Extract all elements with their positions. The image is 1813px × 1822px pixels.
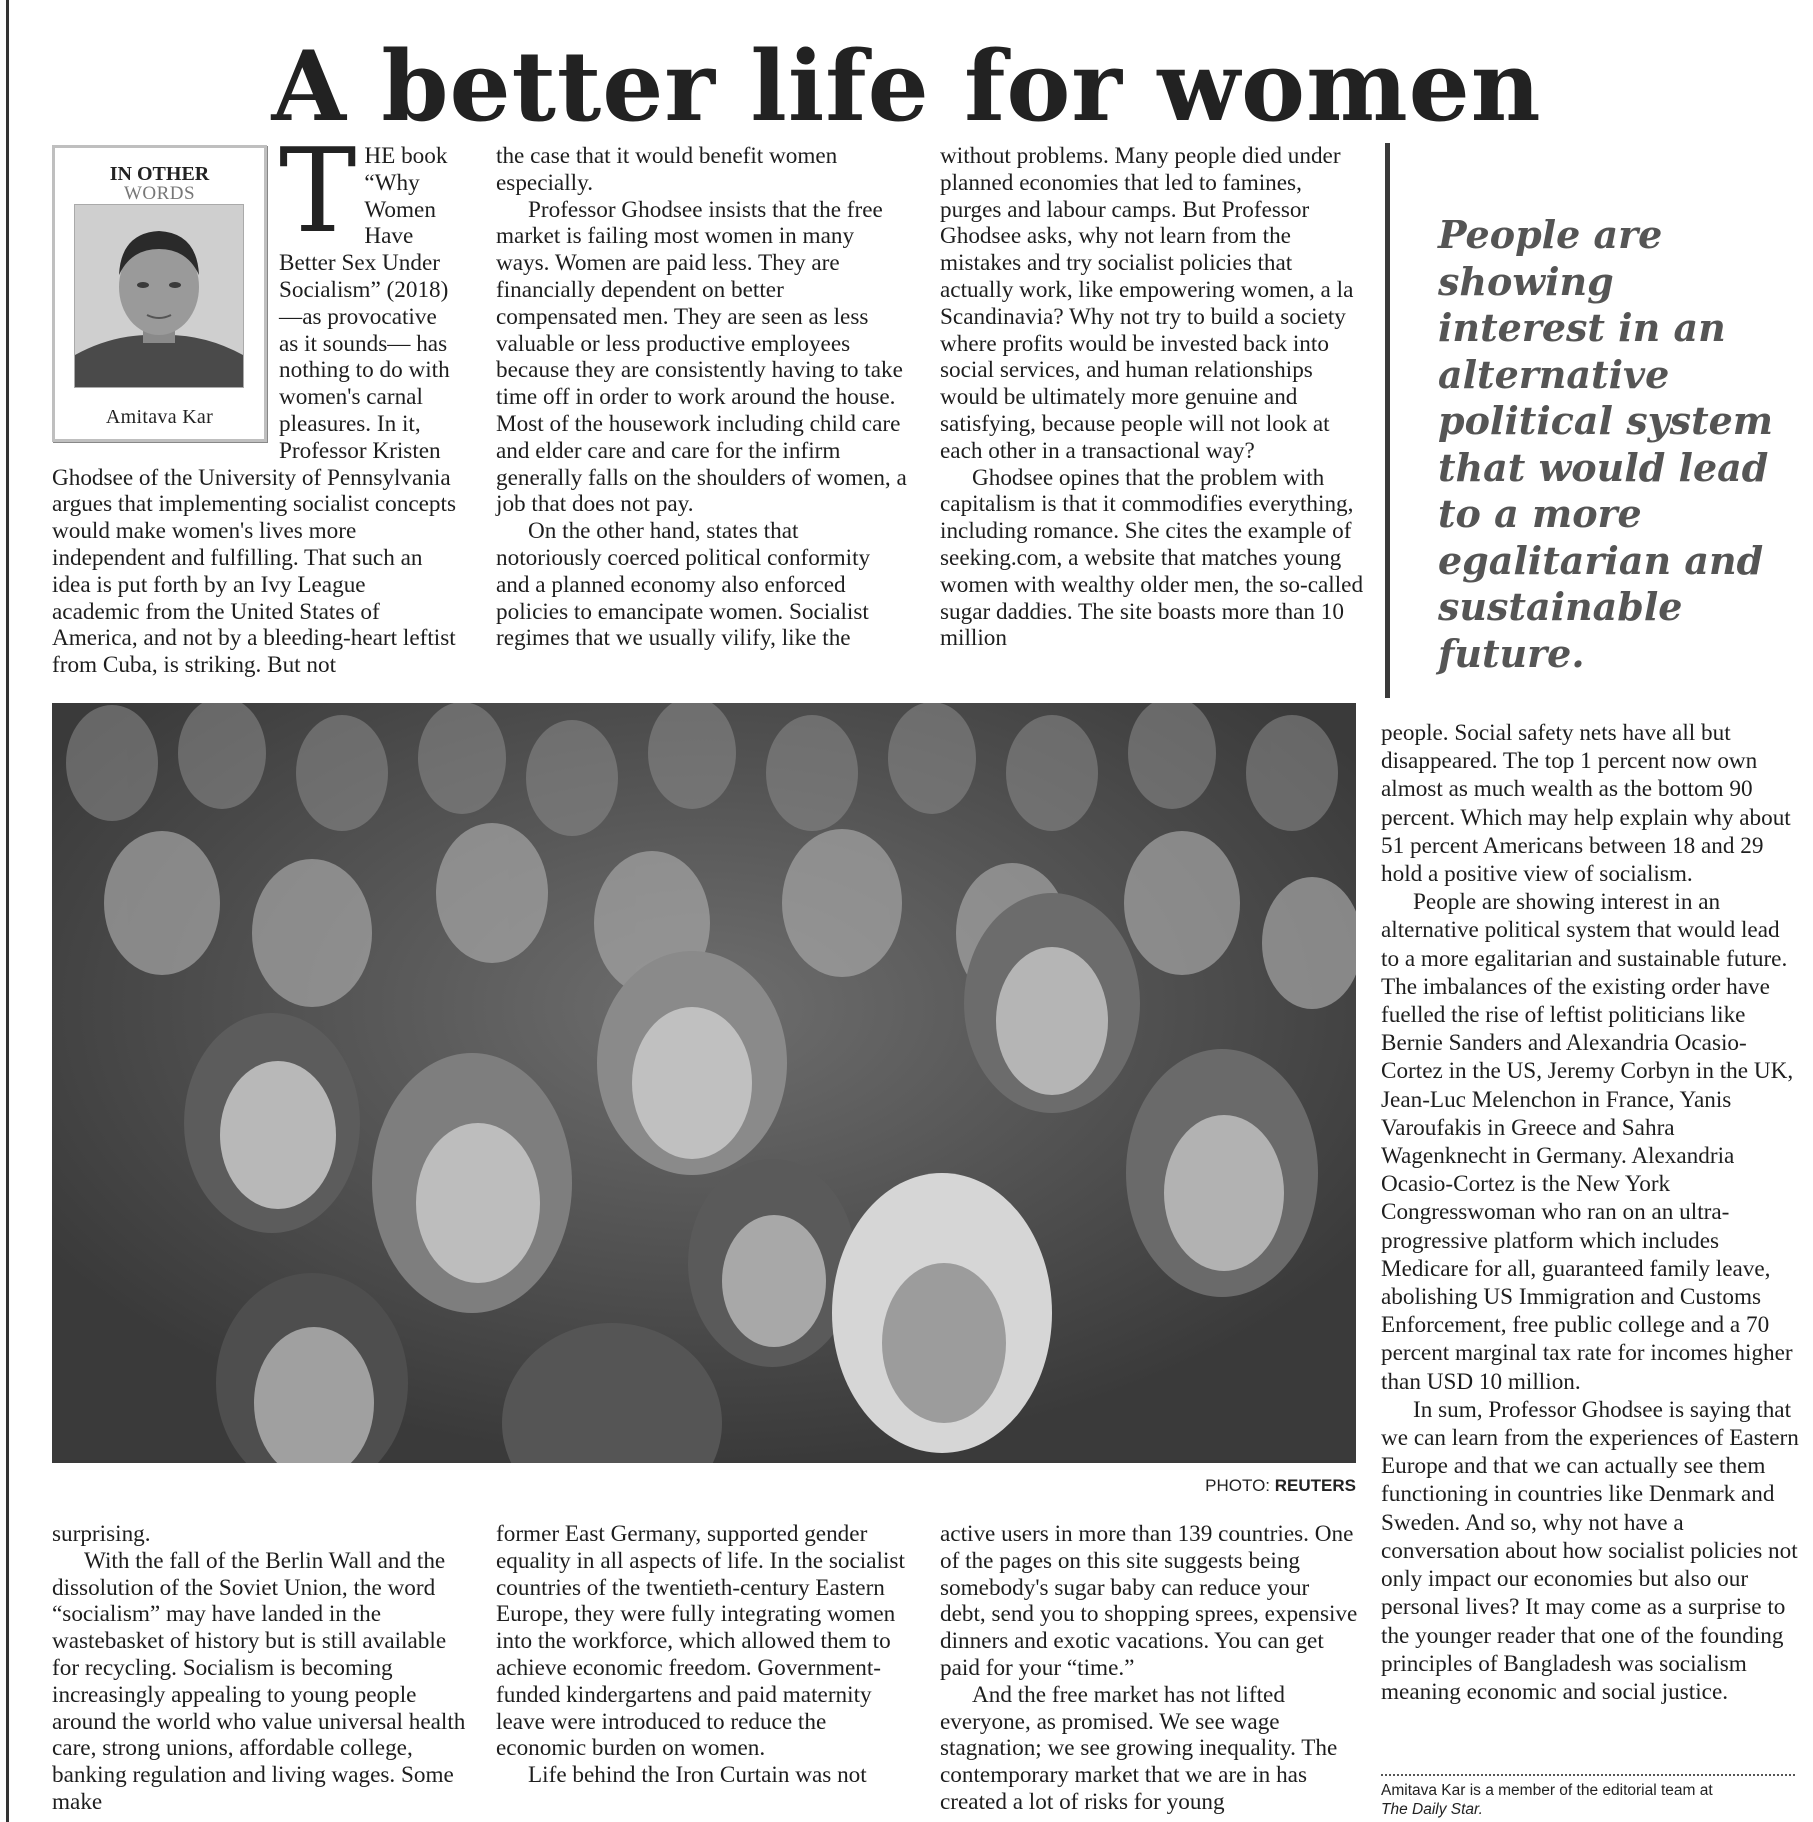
pullquote-rule [1385,143,1390,698]
paragraph: People are showing interest in an alternative political system that would lead to a more egalitarian and sustainable future. The imbalances of the existing order have fuelled the rise of leftist politicians like Bernie Sanders and Alexandria Ocasio-Cortez in the US, Jeremy Corbyn in the UK, Jean-Luc Melenchon in France, Yanis Varoufakis in Greece and Sahra Wagenknecht in Germany. Alexandria Ocasio-Cortez is the New York Congresswoman who ran on an ultra-progressive platform which includes Medicare for all, guaranteed family leave, abolishing US Immigration and Customs Enforcement, free public college and a 70 percent marginal tax rate for incomes higher than USD 10 million. [1381,889,1794,1395]
photo-credit-source: REUTERS [1274,1476,1356,1495]
paragraph: Professor Ghodsee insists that the free market is failing most women in many ways. Women are paid less. They are financially dependent on better compensated men. They are seen as less valuable or less productive employees because they are consistently having to take time off in order to work around the house. Most of the housework including child care and elder care and care for the infirm generally falls on the shoulders of women, a job that does not pay. [496,196,907,518]
paragraph: the case that it would benefit women especially. [496,143,838,196]
headline: A better life for women [271,30,1542,143]
article-column-7 [940,1521,1360,1816]
author-bio [1381,1781,1795,1819]
pullquote: People are showing interest in an alternative political system that would lead to a more egalitarian and sustainable future. [1438,212,1774,676]
photo-credit [1080,1476,1356,1496]
paragraph: And the free market has not lifted everyone, as promised. We see wage stagnation; we see growing inequality. The contemporary market that we are in has created a lot of risks for young [940,1681,1338,1815]
paragraph: without problems. Many people died under planned economies that led to famines, purges and labour camps. But Professor Ghodsee asks, why not learn from the mistakes and try socialist policies that actually work, like empowering women, a la Scandinavia? Why not try to build a society where profits would be invested back into social services, and human relationships would be ultimately more genuine and satisfying, because people will not look at each other in a transactional way? [940,143,1354,464]
lead-text: HE book “Why Women Have Better Sex Under Socialism” (2018)—as provocative as it sounds— has nothing to do with women's carnal pleasures. In it, Professor Kristen Ghodsee of the University of Pennsylvania argues that implementing socialist concepts would make women's lives more independent and fulfilling. That such an idea is put forth by an Ivy League academic from the United States of America, and not by a bleeding-heart leftist from Cuba, is striking. But not [52,143,456,679]
article-column-3 [940,143,1364,652]
article-column-1 [52,124,458,679]
bio-text: Amitava Kar is a member of the editorial team at [1381,1782,1713,1799]
page-left-rule [6,0,9,1822]
bio-publication: The Daily Star. [1381,1801,1483,1818]
paragraph: active users in more than 139 countries. One of the pages on this site suggests being somebody's sugar baby can reduce your debt, send you to shopping sprees, expensive dinners and exotic vacations. You can get paid for your “time.” [940,1521,1358,1681]
paragraph: Ghodsee opines that the problem with capitalism is that it commodifies everything, including romance. She cites the example of seeking.com, a website that matches young women with wealthy older men, the so-called sugar daddies. The site boasts more than 10 million [940,464,1364,652]
bio-divider [1381,1774,1795,1776]
paragraph: surprising. [52,1521,151,1547]
article-column-2 [496,143,908,652]
paragraph: With the fall of the Berlin Wall and the dissolution of the Soviet Union, the word “socialism” may have landed in the wastebasket of history but is still available for recycling. Socialism is becoming increasingly appealing to young people around the world who value universal health care, strong unions, affordable college, banking regulation and living wages. Some make [52,1547,466,1815]
crowd-photo [52,703,1356,1463]
drop-cap: T [279,124,357,259]
column-title: IN OTHER [109,163,210,185]
paragraph: Life behind the Iron Curtain was not [528,1762,867,1789]
column-subtitle: WORDS [123,183,196,204]
author-name: Amitava Kar [105,406,214,428]
article-column-4 [1381,719,1801,1706]
paragraph: former East Germany, supported gender equality in all aspects of life. In the socialist countries of the twentieth-century Eastern Europe, they were fully integrating women into the workforce, which allowed them to achieve economic freedom. Government-funded kindergartens and paid maternity leave were introduced to reduce the economic burden on women. [496,1521,905,1762]
article-column-6 [496,1521,908,1789]
paragraph: people. Social safety nets have all but disappeared. The top 1 percent now own almost as much wealth as the bottom 90 percent. Which may help explain why about 51 percent Americans between 18 and 29 hold a positive view of socialism. [1381,720,1791,888]
author-photo [74,204,244,388]
byline-box [52,145,267,442]
paragraph: On the other hand, states that notoriously coerced political conformity and a planned economy also enforced policies to emancipate women. Socialist regimes that we usually vilify, like the [496,518,871,652]
paragraph: In sum, Professor Ghodsee is saying that we can learn from the experiences of Eastern Europe and that we can actually see them functioning in countries like Denmark and Sweden. And so, why not have a conversation about how socialist policies not only impact our economies but also our personal lives? It may come as a surprise to the younger reader that one of the founding principles of Bangladesh was socialism meaning economic and social justice. [1381,1396,1799,1705]
article-column-5 [52,1521,474,1816]
photo-credit-label: PHOTO: [1205,1476,1271,1495]
